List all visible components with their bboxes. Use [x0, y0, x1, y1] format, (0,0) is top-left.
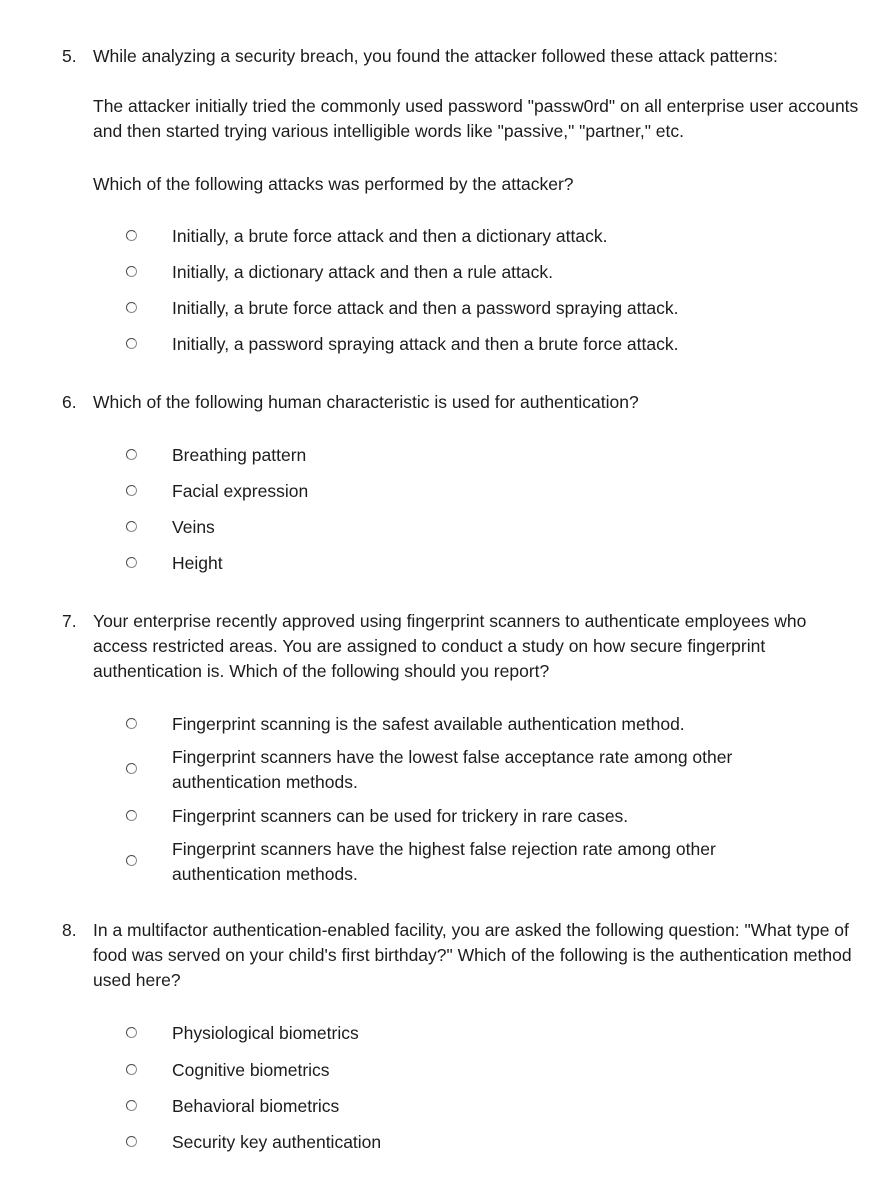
option-label: Initially, a password spraying attack and then a brute force attack. [172, 334, 679, 354]
radio-button-icon[interactable] [126, 1136, 137, 1147]
option-label: Fingerprint scanning is the safest available authentication method. [172, 714, 685, 734]
option-label: Veins [172, 517, 215, 537]
option-label: Initially, a brute force attack and then a dictionary attack. [172, 226, 608, 246]
radio-button-icon[interactable] [126, 855, 137, 866]
option-label: Physiological biometrics [172, 1023, 359, 1043]
radio-button-icon[interactable] [126, 521, 137, 532]
radio-button-icon[interactable] [126, 763, 137, 774]
radio-button-icon[interactable] [126, 449, 137, 460]
radio-button-icon[interactable] [126, 230, 137, 241]
radio-button-icon[interactable] [126, 557, 137, 568]
radio-button-icon[interactable] [126, 1100, 137, 1111]
radio-button-icon[interactable] [126, 1064, 137, 1075]
radio-button-icon[interactable] [126, 302, 137, 313]
question-number: 6. [62, 392, 77, 412]
option-label: Security key authentication [172, 1132, 382, 1152]
option-label: Initially, a dictionary attack and then a rule attack. [172, 262, 553, 282]
question-prompt: Which of the following attacks was performed by the attacker? [93, 174, 574, 194]
radio-button-icon[interactable] [126, 266, 137, 277]
option-label: Behavioral biometrics [172, 1096, 340, 1116]
option-label: Cognitive biometrics [172, 1060, 330, 1080]
question-scenario: The attacker initially tried the commonly used password "passw0rd" on all enterprise user accounts and then started trying various intelligible words like "passive," "partner," etc. [93, 96, 859, 141]
radio-button-icon[interactable] [126, 810, 137, 821]
option-label: Height [172, 553, 223, 573]
option-label: Fingerprint scanners have the lowest false acceptance rate among other authentication methods. [172, 747, 733, 792]
question-text: In a multifactor authentication-enabled facility, you are asked the following question: "What type of food was served on your child's first birthday?" Which of the following is the authentication method used here? [93, 920, 852, 990]
question-text: Your enterprise recently approved using fingerprint scanners to authenticate employees who access restricted areas. You are assigned to conduct a study on how secure fingerprint authentication is. Which of the following should you report? [93, 611, 807, 681]
option-label: Facial expression [172, 481, 309, 501]
radio-button-icon[interactable] [126, 338, 137, 349]
question-text: Which of the following human characteristic is used for authentication? [93, 392, 639, 412]
radio-button-icon[interactable] [126, 485, 137, 496]
option-label: Fingerprint scanners have the highest false rejection rate among other authentication methods. [172, 839, 716, 884]
radio-button-icon[interactable] [126, 718, 137, 729]
question-text: While analyzing a security breach, you found the attacker followed these attack patterns: [93, 46, 778, 66]
question-number: 8. [62, 920, 77, 940]
question-number: 5. [62, 46, 77, 66]
question-number: 7. [62, 611, 77, 631]
option-label: Initially, a brute force attack and then a password spraying attack. [172, 298, 679, 318]
option-label: Breathing pattern [172, 445, 307, 465]
option-label: Fingerprint scanners can be used for trickery in rare cases. [172, 806, 629, 826]
radio-button-icon[interactable] [126, 1027, 137, 1038]
